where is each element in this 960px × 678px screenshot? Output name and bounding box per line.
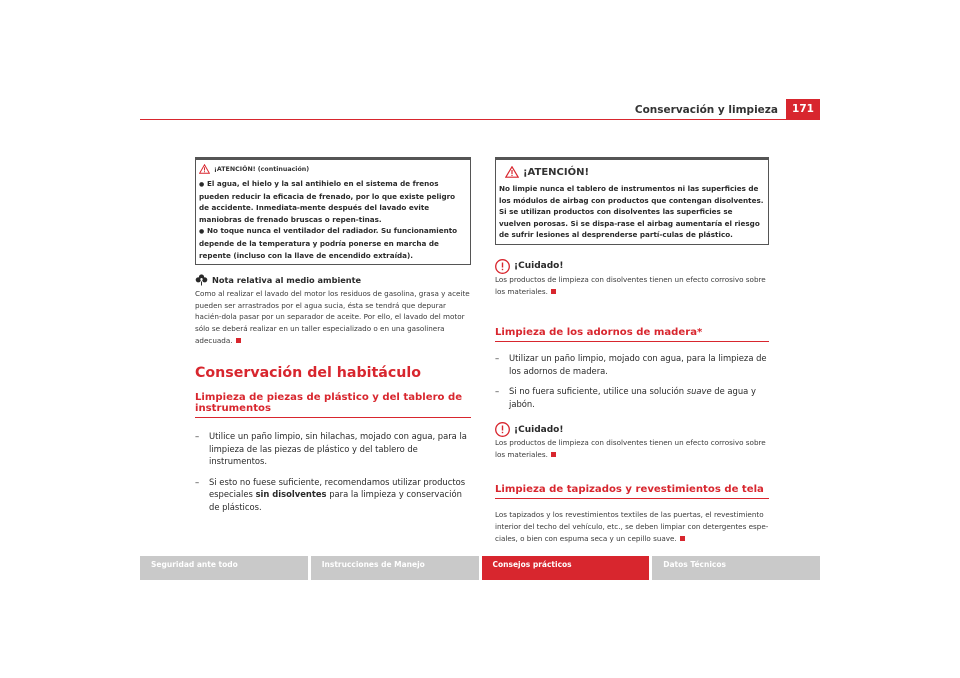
left-column	[195, 157, 471, 521]
header-divider	[140, 119, 820, 120]
end-of-section-mark	[236, 338, 241, 343]
warning-text	[199, 178, 467, 261]
caution-title: ¡Cuidado!	[514, 424, 564, 435]
environment-flower-icon	[195, 274, 208, 286]
page-number: 171	[786, 99, 820, 120]
subsection-title-wood-trim: Limpieza de los adornos de madera*	[495, 327, 769, 342]
footer-tab-safety[interactable]: Seguridad ante todo	[140, 556, 308, 580]
warning-header	[499, 166, 765, 178]
footer-tab-practical-tips[interactable]: Consejos prácticos	[482, 556, 650, 580]
step-item: – Utilizar un paño limpio, mojado con agua, para la limpieza de los adornos de madera.	[495, 353, 767, 376]
dash-mark: –	[195, 476, 200, 487]
environment-note-title: Nota relativa al medio ambiente	[212, 275, 362, 286]
bullet-dot-icon: ●	[199, 181, 205, 188]
caution-exclamation-icon	[495, 422, 510, 437]
end-of-section-mark	[680, 536, 685, 541]
caution-exclamation-icon	[495, 259, 510, 274]
section-title-interior-care: Conservación del habitáculo	[195, 365, 421, 382]
end-of-section-mark	[551, 289, 556, 294]
footer-nav	[140, 556, 820, 580]
subsection-title-plastic-cleaning: Limpieza de piezas de plástico y del tablero de instrumentos	[195, 392, 471, 418]
caution-text: Los productos de limpieza con disolventes tienen un efecto corrosivo sobre los materiales.	[495, 274, 766, 296]
caution-header	[495, 259, 769, 274]
warning-header	[199, 164, 467, 174]
page-header-title: Conservación y limpieza	[634, 104, 778, 116]
warning-text: No limpie nunca el tablero de instrumentos ni las superficies de los módulos de airbag con productos que contengan disolventes. Si se utilizan productos con disolventes las superficies se vuelven porosas. Si se dispa-rase el airbag aumentaría el riesgo de sufrir lesiones al desprenderse partí-culas de plástico.	[499, 184, 764, 240]
environment-note-text: Como al realizar el lavado del motor los residuos de gasolina, grasa y aceite pueden ser arrastrados por el agua sucia, ésta se tendrá que depurar hacién-dola pasar por un separador de aceite. Por ello, el lavado del motor sólo se deberá realizar en un taller especializado o en una gasolinera adecuada.	[195, 289, 470, 345]
wood-cleaning-steps	[495, 352, 769, 410]
warning-triangle-icon	[199, 164, 210, 174]
footer-tab-technical-data[interactable]: Datos Técnicos	[652, 556, 820, 580]
dash-mark: –	[495, 386, 500, 397]
warning-bullet: ● El agua, el hielo y la sal antihielo en el sistema de frenos pueden reducir la eficacia de frenado, por lo que existe peligro de accidente. Inmediata-mente después del lavado evite maniobras de frenado bruscas o repen-tinas.	[199, 179, 456, 224]
right-column	[495, 157, 769, 544]
upholstery-text: Los tapizados y los revestimientos textiles de las puertas, el revestimiento interior del techo del vehículo, etc., se deben limpiar con detergentes espe-ciales, o bien con espuma seca y un cepillo suave.	[495, 510, 769, 543]
dash-mark: –	[495, 353, 500, 364]
warning-box-continued	[195, 157, 471, 265]
plastic-cleaning-steps	[195, 430, 471, 513]
warning-bullet: ● No toque nunca el ventilador del radiador. Su funcionamiento depende de la temperatura y podría ponerse en marcha de repente (incluso con la llave de encendido extraída).	[199, 226, 458, 260]
caution-text: Los productos de limpieza con disolventes tienen un efecto corrosivo sobre los materiales.	[495, 438, 766, 459]
step-item: – Utilice un paño limpio, sin hilachas, mojado con agua, para la limpieza de las piezas de plástico y del tablero de instrumentos.	[195, 431, 467, 467]
warning-title: ¡ATENCIÓN! (continuación)	[214, 165, 310, 173]
warning-triangle-icon	[505, 166, 519, 178]
caution-header	[495, 422, 769, 437]
bullet-dot-icon: ●	[199, 228, 205, 236]
subsection-title-upholstery: Limpieza de tapizados y revestimientos de tela	[495, 484, 769, 499]
step-item: – Si esto no fuese suficiente, recomendamos utilizar productos especiales sin disolventes para la limpieza y conservación de plásticos.	[195, 476, 466, 512]
caution-title: ¡Cuidado!	[514, 261, 564, 272]
end-of-section-mark	[551, 452, 556, 457]
footer-tab-operating-instructions[interactable]: Instrucciones de Manejo	[311, 556, 479, 580]
warning-box-airbag	[495, 157, 769, 245]
dash-mark: –	[195, 431, 200, 442]
environment-note-header	[195, 274, 471, 286]
step-item: – Si no fuera suficiente, utilice una solución suave de agua y jabón.	[495, 386, 756, 409]
warning-title: ¡ATENCIÓN!	[523, 166, 590, 178]
